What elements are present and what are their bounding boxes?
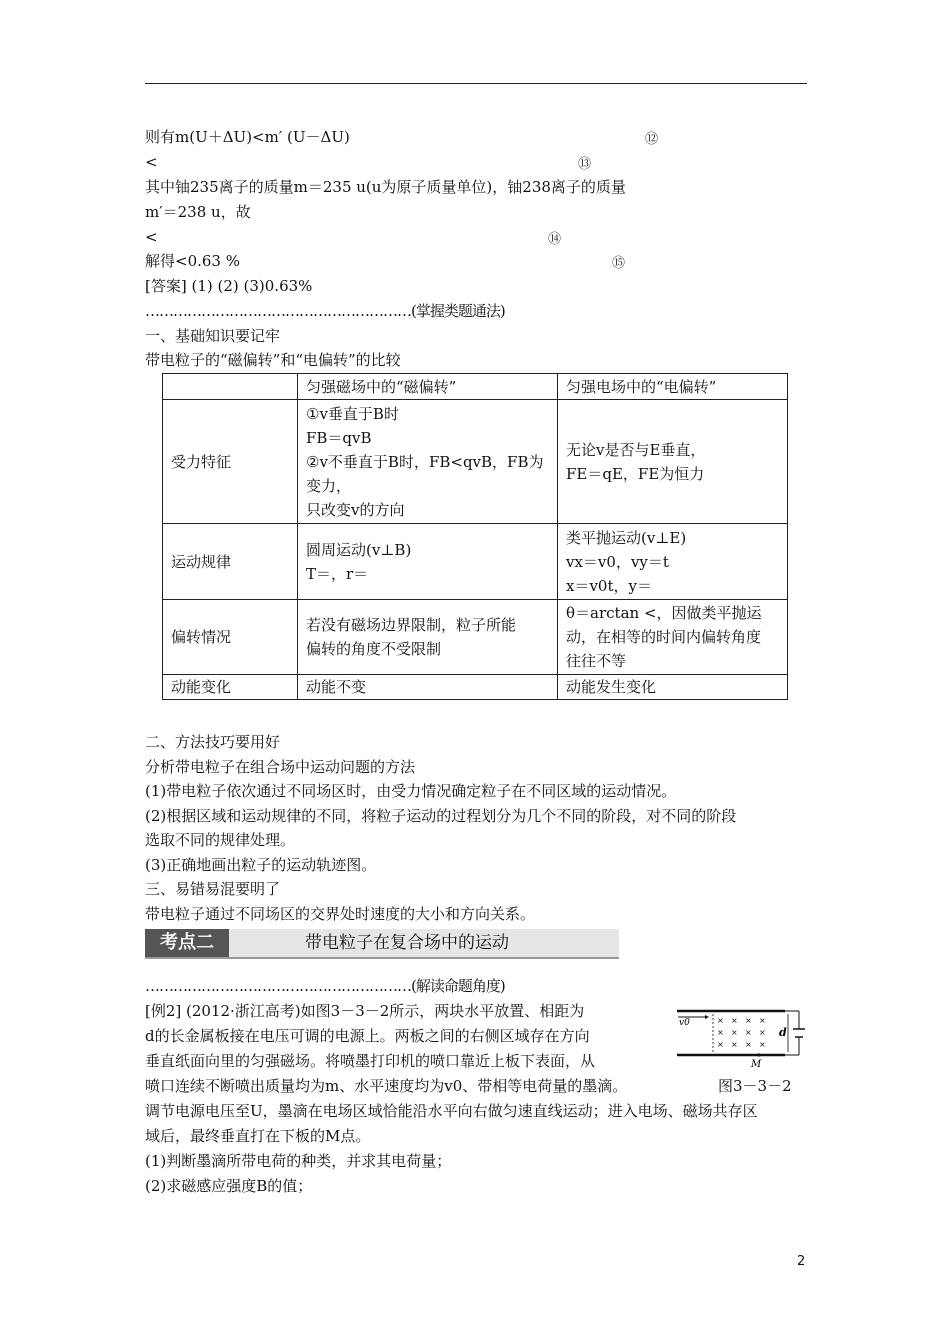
method-item: (1)带电粒子依次通过不同场区时，由受力情况确定粒子在不同区域的运动情况。 bbox=[145, 782, 677, 800]
svg-text:×: × bbox=[759, 1040, 766, 1049]
row-label: 动能变化 bbox=[163, 675, 298, 700]
table-row bbox=[163, 675, 788, 700]
cell-line: 无论v是否与E垂直， bbox=[566, 440, 706, 459]
cell-line: FB＝qvB bbox=[306, 428, 372, 447]
electric-cell bbox=[558, 675, 788, 700]
table-header-cell bbox=[163, 374, 298, 400]
cell-line: 往往不等 bbox=[566, 652, 627, 670]
electric-cell bbox=[558, 524, 788, 600]
cell-line: 类平抛运动(v⊥E) bbox=[566, 528, 687, 547]
heading-basic: 一、基础知识要记牢 bbox=[145, 327, 281, 345]
heading-method: 二、方法技巧要用好 bbox=[145, 733, 281, 751]
row-label: 受力特征 bbox=[163, 400, 298, 524]
cell-line: 动，在相等的时间内偏转角度 bbox=[566, 628, 762, 646]
figure-label-v0: v0 bbox=[679, 1018, 690, 1028]
equation-number: ⑮ bbox=[612, 256, 626, 271]
method-item: 选取不同的规律处理。 bbox=[145, 831, 296, 849]
text-line: m′＝238 u，故 bbox=[145, 203, 251, 221]
formula-line-15: 解得<0.63 % bbox=[145, 252, 240, 270]
svg-text:×: × bbox=[717, 1028, 724, 1037]
figure-caption: 图3－3－2 bbox=[718, 1077, 792, 1095]
table-title: 带电粒子的“磁偏转”和“电偏转”的比较 bbox=[145, 351, 401, 369]
example-line: 调节电源电压至U，墨滴在电场区域恰能沿水平向右做匀速直线运动；进入电场、磁场共存区 bbox=[145, 1102, 758, 1120]
figure-plates-diagram bbox=[675, 1005, 810, 1085]
svg-text:×: × bbox=[745, 1040, 752, 1049]
header-rule bbox=[145, 83, 807, 84]
equation-number: ⑫ bbox=[645, 132, 659, 147]
cell-line: 偏转的角度不受限制 bbox=[306, 640, 442, 658]
figure-label-d: d bbox=[779, 1026, 787, 1039]
cell-line: x＝v0t，y＝ bbox=[566, 576, 652, 595]
heading-pitfalls: 三、易错易混要明了 bbox=[145, 880, 281, 898]
row-label: 运动规律 bbox=[163, 524, 298, 600]
svg-text:×: × bbox=[731, 1028, 738, 1037]
cell-line: T＝，r＝ bbox=[306, 564, 369, 583]
method-title: 分析带电粒子在组合场中运动问题的方法 bbox=[145, 758, 416, 776]
text-line: 其中铀235离子的质量m＝235 u(u为原子质量单位)，铀238离子的质量 bbox=[145, 178, 626, 196]
cell-line: 圆周运动(v⊥B) bbox=[306, 540, 412, 559]
kaodian-title: 带电粒子在复合场中的运动 bbox=[305, 933, 509, 953]
cell-line: vx＝v0，vy＝t bbox=[566, 552, 669, 571]
example-line: 喷口连续不断喷出质量均为m、水平速度均为v0、带相等电荷量的墨滴。 bbox=[145, 1077, 628, 1095]
magnetic-cell bbox=[298, 675, 558, 700]
svg-text:×: × bbox=[717, 1040, 724, 1049]
electric-cell bbox=[558, 600, 788, 675]
svg-text:×: × bbox=[717, 1016, 724, 1025]
table-header-row bbox=[163, 374, 788, 400]
method-item: (2)根据区域和运动规律的不同，将粒子运动的过程划分为几个不同的阶段，对不同的阶段 bbox=[145, 807, 737, 825]
answer-line: [答案] (1) (2) (3)0.63% bbox=[145, 277, 313, 295]
cell-line: 若没有磁场边界限制，粒子所能 bbox=[306, 616, 517, 634]
cell-line: 动能不变 bbox=[306, 678, 367, 696]
method-item: (3)正确地画出粒子的运动轨迹图。 bbox=[145, 856, 377, 874]
magnetic-field-crosses bbox=[717, 1016, 766, 1049]
svg-text:×: × bbox=[759, 1028, 766, 1037]
table-row bbox=[163, 400, 788, 524]
example-line: 域后，最终垂直打在下板的M点。 bbox=[145, 1127, 371, 1145]
equation-number: ⑭ bbox=[548, 232, 562, 247]
section-divider: …………………………………………………(掌握类题通法) bbox=[145, 302, 505, 320]
figure-label-m: M bbox=[751, 1059, 762, 1070]
example-line: d的长金属板接在电压可调的电源上。两板之间的右侧区域存在方向 bbox=[145, 1027, 590, 1045]
kaodian-banner bbox=[145, 929, 619, 959]
pitfall-text: 带电粒子通过不同场区的交界处时速度的大小和方向关系。 bbox=[145, 905, 536, 923]
cell-line: FE＝qE，FE为恒力 bbox=[566, 464, 705, 483]
cell-line: 变力， bbox=[306, 476, 352, 495]
svg-text:×: × bbox=[745, 1028, 752, 1037]
page-number: 2 bbox=[797, 1254, 806, 1269]
example-line: [例2] (2012·浙江高考)如图3－3－2所示，两块水平放置、相距为 bbox=[145, 1002, 585, 1020]
cell-line: ②v不垂直于B时，FB<qvB，FB为 bbox=[306, 452, 544, 471]
table-row bbox=[163, 524, 788, 600]
formula-line-13: < bbox=[145, 153, 158, 171]
electric-cell bbox=[558, 400, 788, 524]
comparison-table bbox=[162, 373, 788, 700]
cell-line: ①v垂直于B时 bbox=[306, 404, 399, 423]
magnetic-cell bbox=[298, 400, 558, 524]
table-header-cell: 匀强电场中的“电偏转” bbox=[558, 374, 788, 400]
equation-number: ⑬ bbox=[578, 157, 592, 172]
cell-line: 只改变v的方向 bbox=[306, 500, 405, 519]
row-label: 偏转情况 bbox=[163, 600, 298, 675]
svg-text:×: × bbox=[731, 1040, 738, 1049]
svg-text:×: × bbox=[745, 1016, 752, 1025]
magnetic-cell bbox=[298, 600, 558, 675]
svg-text:×: × bbox=[731, 1016, 738, 1025]
table-header-cell: 匀强磁场中的“磁偏转” bbox=[298, 374, 558, 400]
section-divider: …………………………………………………(解读命题角度) bbox=[145, 977, 505, 995]
cell-line: 动能发生变化 bbox=[566, 678, 657, 696]
question-2: (2)求磁感应强度B的值； bbox=[145, 1177, 313, 1195]
formula-line-12: 则有m(U＋ΔU)<m′ (U－ΔU) bbox=[145, 128, 350, 146]
kaodian-tag: 考点二 bbox=[145, 929, 229, 957]
magnetic-cell bbox=[298, 524, 558, 600]
example-line: 垂直纸面向里的匀强磁场。将喷墨打印机的喷口靠近上板下表面，从 bbox=[145, 1052, 596, 1070]
svg-text:×: × bbox=[759, 1016, 766, 1025]
cell-line: θ＝arctan <，因做类平抛运 bbox=[566, 604, 762, 622]
table-row bbox=[163, 600, 788, 675]
question-1: (1)判断墨滴所带电荷的种类，并求其电荷量； bbox=[145, 1152, 452, 1170]
formula-line-14: < bbox=[145, 228, 158, 246]
